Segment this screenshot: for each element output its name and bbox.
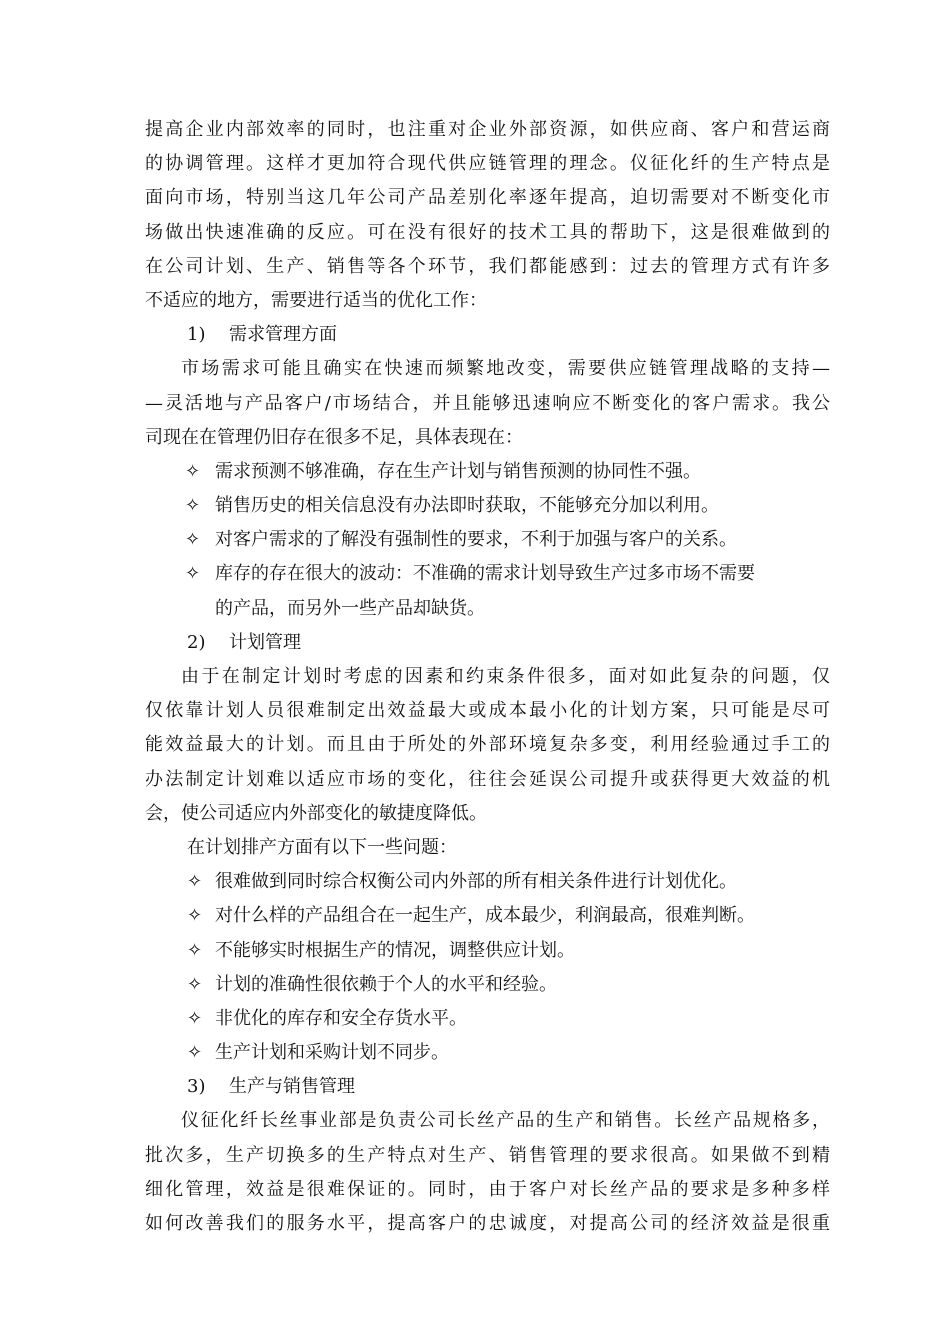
list-item-continuation: 的产品，而另外一些产品却缺货。 bbox=[215, 597, 485, 619]
section-heading-production bbox=[145, 1070, 830, 1104]
section-heading-demand bbox=[145, 318, 830, 352]
section-number: 2) bbox=[187, 631, 206, 653]
list-item: ✧ 对什么样的产品组合在一起生产，成本最少，利润最高，很难判断。 bbox=[145, 899, 830, 933]
planning-intro: 在计划排产方面有以下一些问题： bbox=[187, 836, 457, 858]
planning-paragraph bbox=[145, 660, 830, 831]
sparkle-bullet-icon: ✧ bbox=[187, 905, 203, 927]
document-page bbox=[145, 113, 830, 1241]
sparkle-bullet-icon: ✧ bbox=[187, 1007, 203, 1029]
text-line: 会，使公司适应内外部变化的敏捷度降低。 bbox=[145, 802, 487, 824]
text-line: 面向市场，特别当这几年公司产品差别化率逐年提高，迫切需要对不断变化市 bbox=[145, 187, 830, 209]
sparkle-bullet-icon: ✧ bbox=[187, 973, 203, 995]
sparkle-bullet-icon: ✧ bbox=[185, 460, 201, 482]
text-line: 能效益最大的计划。而且由于所处的外部环境复杂多变，利用经验通过手工的 bbox=[145, 734, 830, 756]
sparkle-bullet-icon: ✧ bbox=[187, 939, 203, 961]
text-line: 批次多，生产切换多的生产特点对生产、销售管理的要求很高。如果做不到精 bbox=[145, 1144, 830, 1166]
section-number: 1) bbox=[187, 324, 206, 346]
section-title: 计划管理 bbox=[229, 631, 301, 653]
sparkle-bullet-icon: ✧ bbox=[185, 495, 201, 517]
text-line: 场做出快速准确的反应。可在没有很好的技术工具的帮助下，这是很难做到的 bbox=[145, 221, 830, 243]
text-line: 细化管理，效益是很难保证的。同时，由于客户对长丝产品的要求是多种多样 bbox=[145, 1178, 830, 1200]
section-number: 3) bbox=[187, 1076, 206, 1098]
list-item: ✧ 非优化的库存和安全存货水平。 bbox=[145, 1002, 830, 1036]
sparkle-bullet-icon: ✧ bbox=[187, 1042, 203, 1064]
text-line: 市场需求可能且确实在快速而频繁地改变，需要供应链管理战略的支持— bbox=[181, 358, 830, 380]
section-title: 需求管理方面 bbox=[229, 324, 337, 346]
text-line: 仅依靠计划人员很难制定出效益最大或成本最小化的计划方案，只可能是尽可 bbox=[145, 700, 830, 722]
text-line: 不适应的地方，需要进行适当的优化工作： bbox=[145, 289, 487, 311]
list-item: ✧ 销售历史的相关信息没有办法即时获取，不能够充分加以利用。 bbox=[145, 489, 830, 523]
list-item: ✧ 需求预测不够准确，存在生产计划与销售预测的协同性不强。 bbox=[145, 455, 830, 489]
text-line: 在公司计划、生产、销售等各个环节，我们都能感到：过去的管理方式有许多 bbox=[145, 255, 830, 277]
list-item: ✧ 不能够实时根据生产的情况，调整供应计划。 bbox=[145, 934, 830, 968]
list-item: ✧ 对客户需求的了解没有强制性的要求，不利于加强与客户的关系。 bbox=[145, 523, 830, 557]
demand-paragraph bbox=[145, 352, 830, 455]
text-line: 的协调管理。这样才更加符合现代供应链管理的理念。仪征化纤的生产特点是 bbox=[145, 153, 830, 175]
list-item: ✧ 很难做到同时综合权衡公司内外部的所有相关条件进行计划优化。 bbox=[145, 865, 830, 899]
section-heading-planning bbox=[145, 626, 830, 660]
text-line: —灵活地与产品客户/市场结合，并且能够迅速响应不断变化的客户需求。我公 bbox=[145, 392, 830, 414]
sparkle-bullet-icon: ✧ bbox=[185, 529, 201, 551]
sparkle-bullet-icon: ✧ bbox=[187, 871, 203, 893]
sparkle-bullet-icon: ✧ bbox=[185, 563, 201, 585]
planning-bullet-list bbox=[145, 865, 830, 1070]
text-line: 如何改善我们的服务水平，提高客户的忠诚度，对提高公司的经济效益是很重 bbox=[145, 1213, 830, 1234]
list-item: ✧ 库存的存在很大的波动：不准确的需求计划导致生产过多市场不需要 bbox=[145, 557, 830, 591]
text-line: 提高企业内部效率的同时，也注重对企业外部资源，如供应商、客户和营运商 bbox=[145, 119, 830, 140]
demand-bullet-list bbox=[145, 455, 830, 626]
list-item: ✧ 生产计划和采购计划不同步。 bbox=[145, 1036, 830, 1070]
intro-paragraph bbox=[145, 113, 830, 318]
text-line: 由于在制定计划时考虑的因素和约束条件很多，面对如此复杂的问题，仅 bbox=[181, 666, 830, 687]
section-title: 生产与销售管理 bbox=[229, 1076, 355, 1098]
text-line: 仪征化纤长丝事业部是负责公司长丝产品的生产和销售。长丝产品规格多， bbox=[181, 1110, 830, 1132]
list-item: ✧ 计划的准确性很依赖于个人的水平和经验。 bbox=[145, 968, 830, 1002]
text-line: 办法制定计划难以适应市场的变化，往往会延误公司提升或获得更大效益的机 bbox=[145, 768, 830, 790]
production-paragraph bbox=[145, 1104, 830, 1241]
text-line: 司现在在管理仍旧存在很多不足，具体表现在： bbox=[145, 426, 523, 448]
